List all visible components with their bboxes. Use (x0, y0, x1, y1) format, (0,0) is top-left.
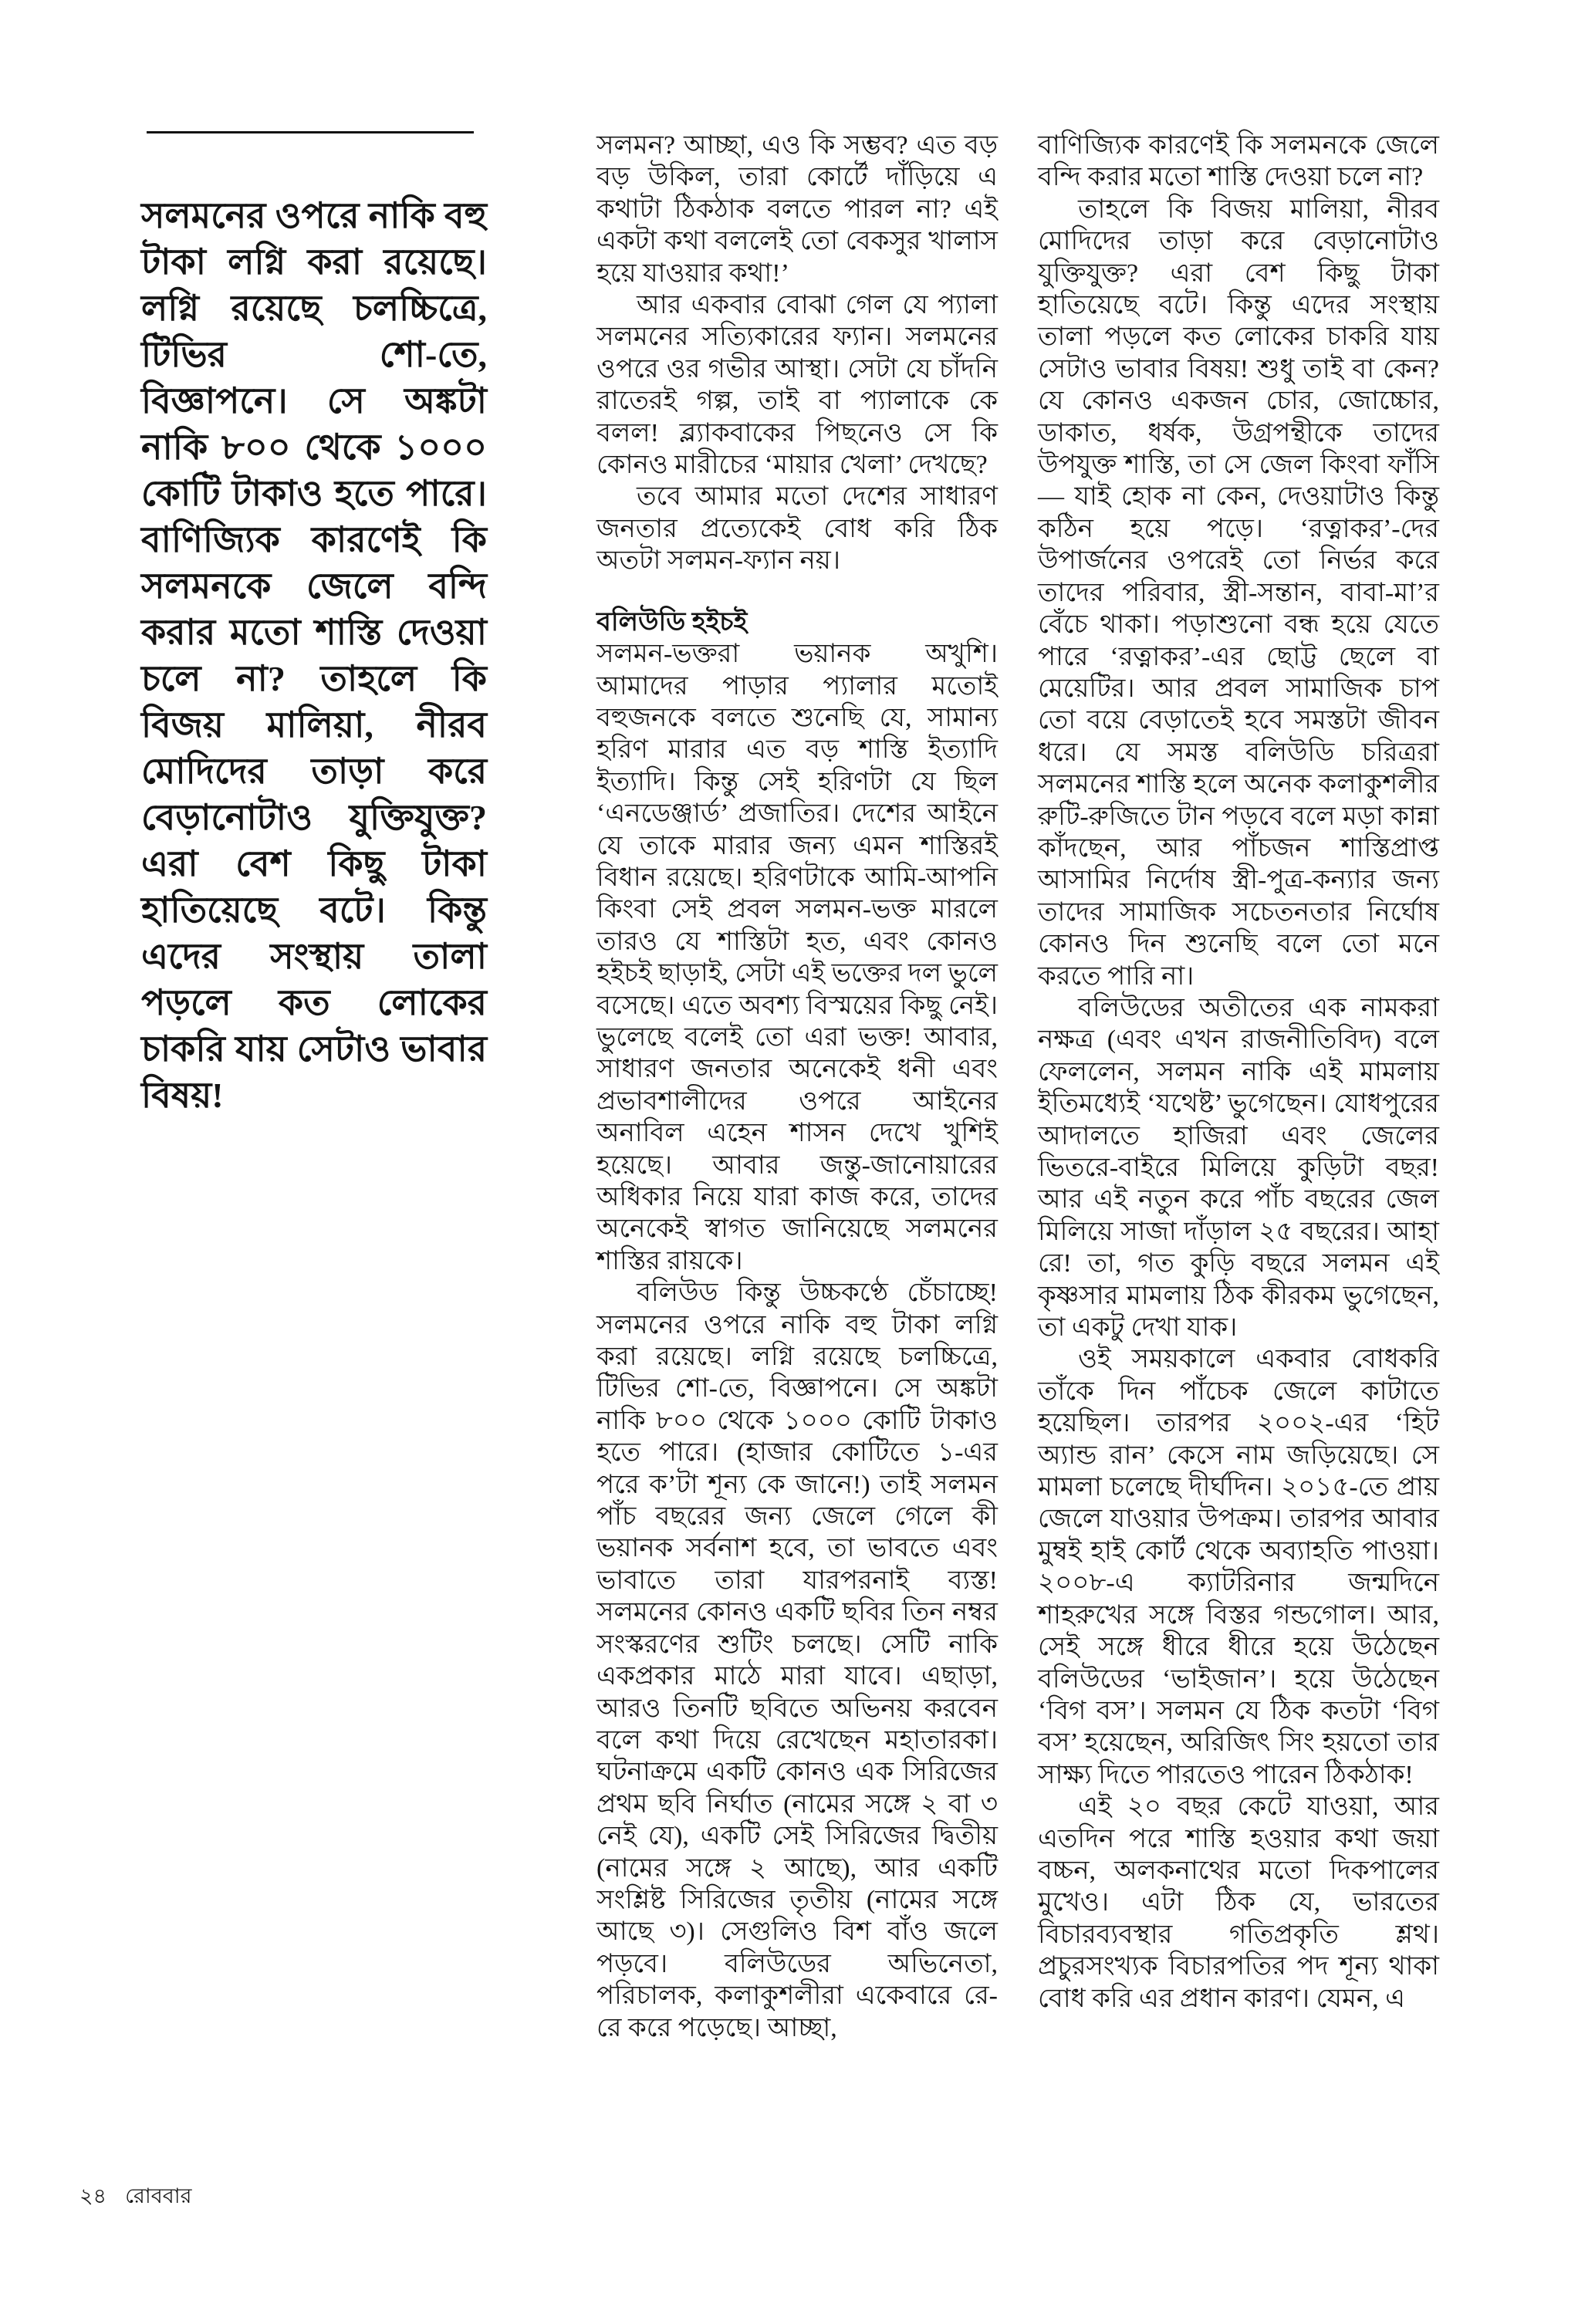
paragraph: তাহলে কি বিজয় মালিয়া, নীরব মোদিদের তাড়া করে বেড়ানোটাও যুক্তিযুক্ত? এরা বেশ কিছু টাকা হাতিয়েছে বটে। কিন্তু এদের সংস্থায় তালা পড়লে কত লোকের চাকরি যায় সেটাও ভাবার বিষয়! শুধু তাই বা কেন? যে কোনও একজন চোর, জোচ্চোর, ডাকাত, ধর্ষক, উগ্রপন্থীকে তাদের উপযুক্ত শাস্তি, তা সে জেল কিংবা ফাঁসি— যাই হোক না কেন, দেওয়াটাও কিন্তু কঠিন হয়ে পড়ে। ‘রত্নাকর’-দের উপার্জনের ওপরেই তো নির্ভর করে তাদের পরিবার, স্ত্রী-সন্তান, বাবা-মা’র বেঁচে থাকা। পড়াশুনো বন্ধ হয়ে যেতে পারে ‘রত্নাকর’-এর ছোট্ট ছেলে বা মেয়েটির। আর প্রবল সামাজিক চাপ তো বয়ে বেড়াতেই হবে সমস্তটা জীবন ধরে। যে সমস্ত বলিউডি চরিত্ররা সলমনের শাস্তি হলে অনেক কলাকুশলীর রুটি-রুজিতে টান পড়বে বলে মড়া কান্না কাঁদছেন, আর পাঁচজন শাস্তিপ্রাপ্ত আসামির নির্দোষ স্ত্রী-পুত্র-কন্যার জন্য তাদের সামাজিক সচেতনতার নির্ঘোষ কোনও দিন শুনেছি বলে তো মনে করতে পারি না। (1038, 194, 1439, 991)
paragraph: এই ২০ বছর কেটে যাওয়া, আর এতদিন পরে শাস্তি হওয়ার কথা জয়া বচ্চন, অলকনাথের মতো দিকপালের মুখেও। এটা ঠিক যে, ভারতের বিচারব্যবস্থার গতিপ্রকৃতি শ্লথ। প্রচুরসংখ্যক বিচারপতির পদ শূন্য থাকা বোধ করি এর প্রধান কারণ। যেমন, এ (1038, 1792, 1439, 2013)
paragraph: ওই সময়কালে একবার বোধকরি তাঁকে দিন পাঁচেক জেলে কাটাতে হয়েছিল। তারপর ২০০২-এর ‘হিট অ্যান্ড রান’ কেসে নাম জড়িয়েছে। সে মামলা চলেছে দীর্ঘদিন। ২০১৫-তে প্রায় জেলে যাওয়ার উপক্রম। তারপর আবার মুম্বই হাই কোর্ট থেকে অব্যাহতি পাওয়া। ২০০৮-এ ক্যাটরিনার জন্মদিনে শাহরুখের সঙ্গে বিস্তর গন্ডগোল। আর, সেই সঙ্গে ধীরে ধীরে হয়ে উঠেছেন বলিউডের ‘ভাইজান’। হয়ে উঠেছেন ‘বিগ বস’। সলমন যে ঠিক কতটা ‘বিগ বস’ হয়েছেন, অরিজিৎ সিং হয়তো তার সাক্ষ্য দিতে পারতেও পারেন ঠিকঠাক! (1038, 1345, 1439, 1789)
paragraph: বলিউড কিন্তু উচ্চকণ্ঠে চেঁচাচ্ছে! সলমনের ওপরে নাকি বহু টাকা লগ্নি করা রয়েছে। লগ্নি রয়েছে চলচ্চিত্রে, টিভির শো-তে, বিজ্ঞাপনে। সে অঙ্কটা নাকি ৮০০ থেকে ১০০০ কোটি টাকাও হতে পারে। (হাজার কোটিতে ১-এর পরে ক’টা শূন্য কে জানে!) তাই সলমন পাঁচ বছরের জন্য জেলে গেলে কী ভয়ানক সর্বনাশ হবে, তা ভাবতে এবং ভাবাতে তারা যারপরনাই ব্যস্ত! সলমনের কোনও একটি ছবির তিন নম্বর সংস্করণের শুটিং চলছে। সেটি নাকি একপ্রকার মাঠে মারা যাবে। এছাড়া, আরও তিনটি ছবিতে অভিনয় করবেন বলে কথা দিয়ে রেখেছেন মহাতারকা। ঘটনাক্রমে একটি কোনও এক সিরিজের প্রথম ছবি নির্ঘাত (নামের সঙ্গে ২ বা ৩ নেই যে), একটি সেই সিরিজের দ্বিতীয় (নামের সঙ্গে ২ আছে), আর একটি সংশ্লিষ্ট সিরিজের তৃতীয় (নামের সঙ্গে আছে ৩)। সেগুলিও বিশ বাঁও জলে পড়বে। বলিউডের অভিনেতা, পরিচালক, কলাকুশলীরা একেবারে রে-রে করে পড়েছে। আচ্ছা, (596, 1279, 998, 2042)
paragraph: সলমন? আচ্ছা, এও কি সম্ভব? এত বড় বড় উকিল, তারা কোর্টে দাঁড়িয়ে এ কথাটা ঠিকঠাক বলতে পারল না? এই একটা কথা বললেই তো বেকসুর খালাস হয়ে যাওয়ার কথা!’ (596, 131, 998, 288)
pull-quote: সলমনের ওপরে নাকি বহু টাকা লগ্নি করা রয়েছে। লগ্নি রয়েছে চলচ্চিত্রে, টিভির শো-তে, বিজ্ঞাপনে। সে অঙ্কটা নাকি ৮০০ থেকে ১০০০ কোটি টাকাও হতে পারে। বাণিজ্যিক কারণেই কি সলমনকে জেলে বন্দি করার মতো শাস্তি দেওয়া চলে না? তাহলে কি বিজয় মালিয়া, নীরব মোদিদের তাড়া করে বেড়ানোটাও যুক্তিযুক্ত? এরা বেশ কিছু টাকা হাতিয়েছে বটে। কিন্তু এদের সংস্থায় তালা পড়লে কত লোকের চাকরি যায় সেটাও ভাবার বিষয়! (141, 196, 487, 1115)
pull-quote-top-rule (147, 131, 474, 133)
paragraph: তবে আমার মতো দেশের সাধারণ জনতার প্রত্যেকেই বোধ করি ঠিক অতটা সলমন-ফ্যান নয়। (596, 482, 998, 576)
page-footer (79, 2180, 191, 2215)
body-column-middle (596, 130, 998, 2182)
paragraph: বলিউডের অতীতের এক নামকরা নক্ষত্র (এবং এখন রাজনীতিবিদ) বলে ফেললেন, সলমন নাকি এই মামলায় ইতিমধ্যেই ‘যথেষ্ট’ ভুগেছেন। যোধপুরের আদালতে হাজিরা এবং জেলের ভিতরে-বাইরে মিলিয়ে কুড়িটা বছর! আর এই নতুন করে পাঁচ বছরের জেল মিলিয়ে সাজা দাঁড়াল ২৫ বছরের। আহা রে! তা, গত কুড়ি বছরে সলমন এই কৃষ্ণসার মামলায় ঠিক কীরকম ভুগেছেন, তা একটু দেখা যাক। (1038, 993, 1439, 1343)
page-number: ২৪ (79, 2184, 107, 2207)
section-subhead: বলিউডি হইচই (596, 607, 748, 637)
magazine-name: রোববার (125, 2184, 192, 2207)
body-column-right (1038, 130, 1439, 2182)
paragraph: বাণিজ্যিক কারণেই কি সলমনকে জেলে বন্দি করার মতো শাস্তি দেওয়া চলে না? (1038, 131, 1439, 192)
paragraph: সলমন-ভক্তরা ভয়ানক অখুশি। আমাদের পাড়ার প্যালার মতোই বহুজনকে বলতে শুনেছি যে, সামান্য হরিণ মারার এত বড় শাস্তি ইত্যাদি ইত্যাদি। কিন্তু সেই হরিণটা যে ছিল ‘এনডেঞ্জার্ড’ প্রজাতির। দেশের আইনে যে তাকে মারার জন্য এমন শাস্তিরই বিধান রয়েছে। হরিণটাকে আমি-আপনি কিংবা সেই প্রবল সলমন-ভক্ত মারলে তারও যে শাস্তিটা হত, এবং কোনও হইচই ছাড়াই, সেটা এই ভক্তের দল ভুলে বসেছে। এতে অবশ্য বিস্ময়ের কিছু নেই। ভুলেছে বলেই তো এরা ভক্ত! আবার, সাধারণ জনতার অনেকেই ধনী এবং প্রভাবশালীদের ওপরে আইনের অনাবিল এহেন শাসন দেখে খুশিই হয়েছে। আবার জন্তু-জানোয়ারের অধিকার নিয়ে যারা কাজ করে, তাদের অনেকেই স্বাগত জানিয়েছে সলমনের শাস্তির রায়কে। (596, 640, 998, 1275)
paragraph: আর একবার বোঝা গেল যে প্যালা সলমনের সত্যিকারের ফ্যান। সলমনের ওপরে ওর গভীর আস্থা। সেটা যে চাঁদনি রাতেরই গল্প, তাই বা প্যালাকে কে বলল! ব্ল্যাকবাকের পিছনেও সে কি কোনও মারীচের ‘মায়ার খেলা’ দেখছে? (596, 291, 998, 480)
